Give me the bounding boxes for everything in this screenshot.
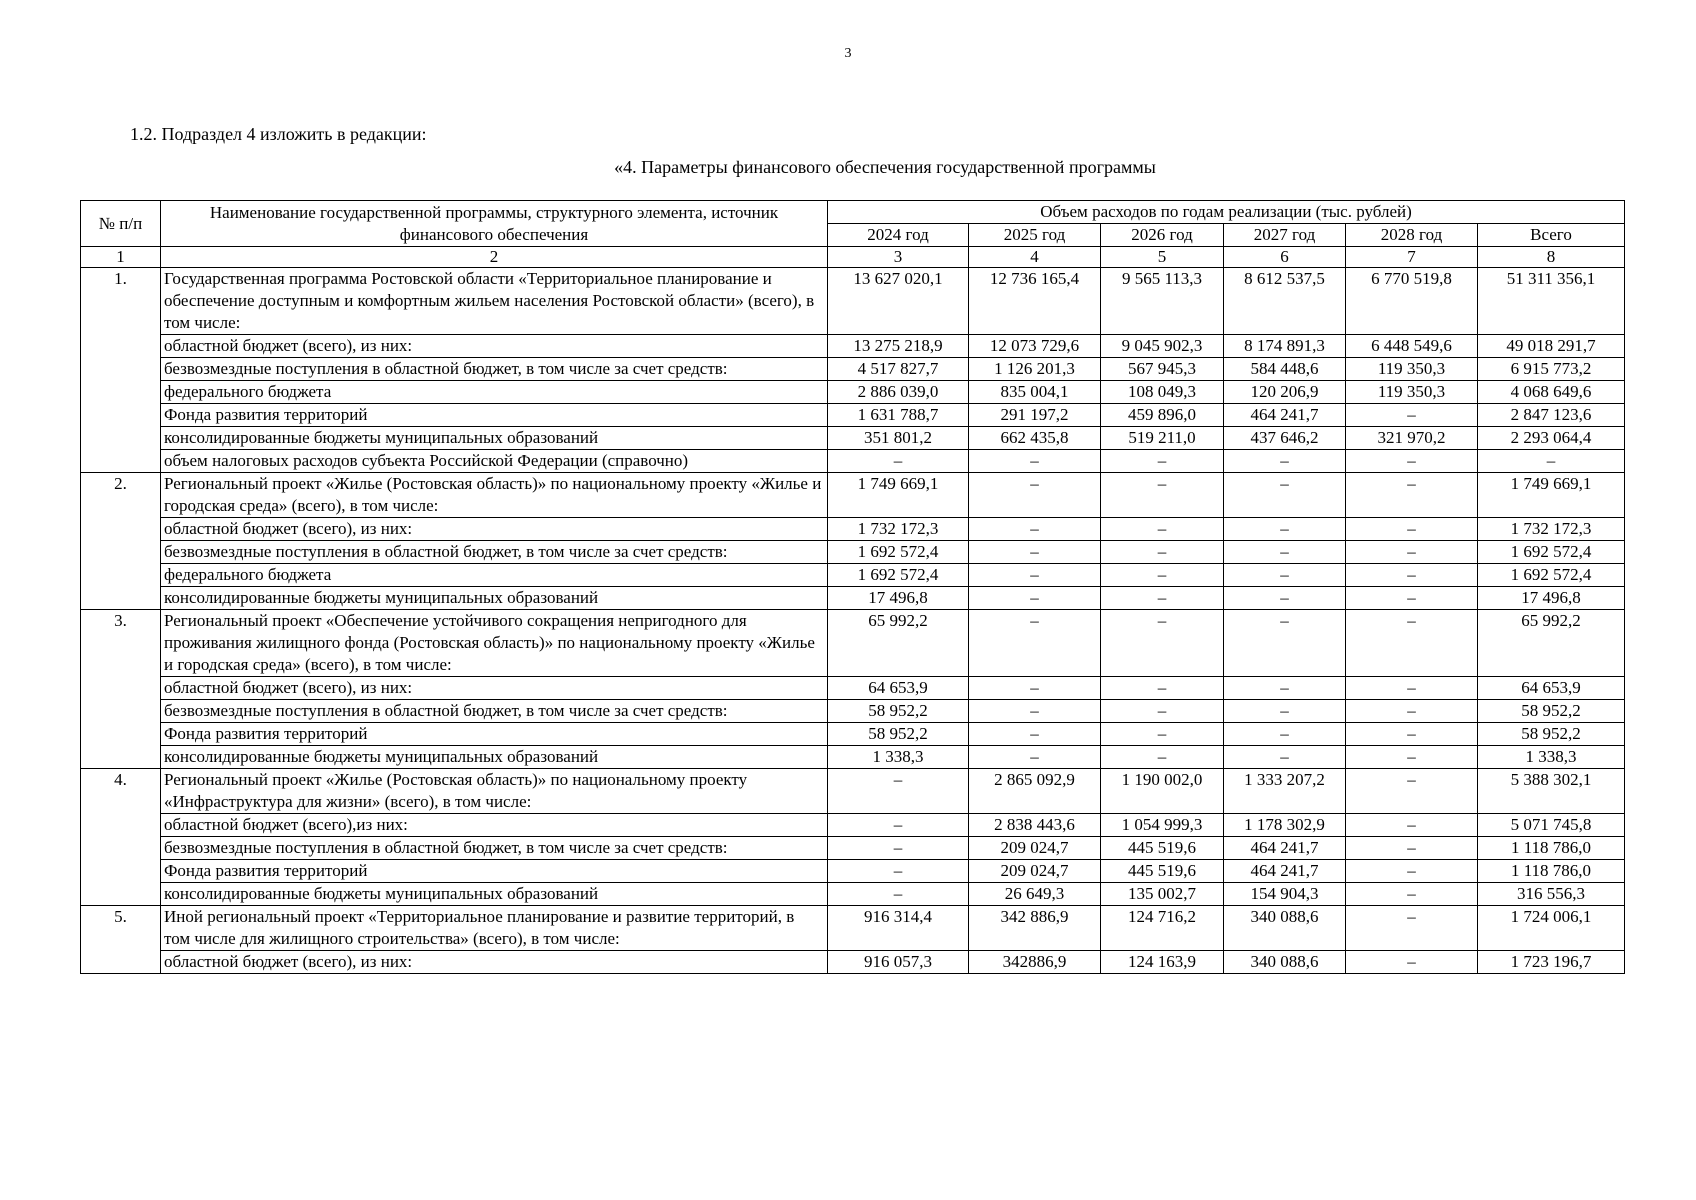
year-value: 58 952,2 — [828, 723, 969, 746]
year-value: – — [1101, 723, 1224, 746]
row-name: консолидированные бюджеты муниципальных образований — [161, 746, 828, 769]
column-index: 2 — [161, 247, 828, 268]
year-value: 17 496,8 — [828, 587, 969, 610]
year-value: 64 653,9 — [828, 677, 969, 700]
column-index: 1 — [81, 247, 161, 268]
header-num: № п/п — [81, 201, 161, 247]
table-row — [81, 746, 1625, 769]
total-value: 1 118 786,0 — [1478, 860, 1625, 883]
year-value: 464 241,7 — [1224, 837, 1346, 860]
year-value: – — [1346, 814, 1478, 837]
year-value: 1 732 172,3 — [828, 518, 969, 541]
row-name: безвозмездные поступления в областной бюджет, в том числе за счет средств: — [161, 541, 828, 564]
total-value: 1 692 572,4 — [1478, 541, 1625, 564]
year-value: – — [1346, 769, 1478, 814]
year-value: – — [1101, 450, 1224, 473]
year-value: 1 178 302,9 — [1224, 814, 1346, 837]
year-value: 12 073 729,6 — [969, 335, 1101, 358]
year-value: 437 646,2 — [1224, 427, 1346, 450]
year-value: – — [1346, 404, 1478, 427]
year-value: 8 174 891,3 — [1224, 335, 1346, 358]
total-value: 2 293 064,4 — [1478, 427, 1625, 450]
row-number: 3. — [81, 610, 161, 769]
year-value: – — [1101, 473, 1224, 518]
year-value: 1 333 207,2 — [1224, 769, 1346, 814]
year-value: – — [1346, 541, 1478, 564]
column-index: 7 — [1346, 247, 1478, 268]
table-row — [81, 564, 1625, 587]
year-value: 464 241,7 — [1224, 404, 1346, 427]
year-value: 119 350,3 — [1346, 358, 1478, 381]
year-value: 2 838 443,6 — [969, 814, 1101, 837]
row-name: Региональный проект «Обеспечение устойчивого сокращения непригодного для проживания жилищного фонда (Ростовская область)» по национальному проекту «Жилье и городская среда» (всего), в том числе: — [161, 610, 828, 677]
year-value: 291 197,2 — [969, 404, 1101, 427]
year-value: – — [969, 473, 1101, 518]
total-value: 6 915 773,2 — [1478, 358, 1625, 381]
year-value: 340 088,6 — [1224, 951, 1346, 974]
year-value: 342 886,9 — [969, 906, 1101, 951]
column-index-row — [81, 247, 1625, 268]
table-row — [81, 427, 1625, 450]
total-value: 58 952,2 — [1478, 700, 1625, 723]
row-name: консолидированные бюджеты муниципальных образований — [161, 427, 828, 450]
table-row — [81, 404, 1625, 427]
year-value: – — [1101, 541, 1224, 564]
row-number: 2. — [81, 473, 161, 610]
year-value: – — [1346, 700, 1478, 723]
year-value: – — [1101, 700, 1224, 723]
year-value: – — [1224, 610, 1346, 677]
year-value: 519 211,0 — [1101, 427, 1224, 450]
year-value: – — [1346, 837, 1478, 860]
row-name: Государственная программа Ростовской области «Территориальное планирование и обеспечение доступным и комфортным жильем населения Ростовской области» (всего), в том числе: — [161, 268, 828, 335]
year-value: 916 314,4 — [828, 906, 969, 951]
row-name: областной бюджет (всего), из них: — [161, 951, 828, 974]
table-row — [81, 381, 1625, 404]
total-value: 1 723 196,7 — [1478, 951, 1625, 974]
total-value: 5 071 745,8 — [1478, 814, 1625, 837]
year-value: 1 692 572,4 — [828, 541, 969, 564]
year-value: – — [969, 518, 1101, 541]
year-value: – — [969, 677, 1101, 700]
year-value: – — [1346, 860, 1478, 883]
row-name: федерального бюджета — [161, 381, 828, 404]
year-value: 13 627 020,1 — [828, 268, 969, 335]
year-value: 9 045 902,3 — [1101, 335, 1224, 358]
year-value: – — [828, 883, 969, 906]
year-value: 120 206,9 — [1224, 381, 1346, 404]
year-value: – — [1346, 677, 1478, 700]
column-index: 5 — [1101, 247, 1224, 268]
table-row — [81, 358, 1625, 381]
row-name: объем налоговых расходов субъекта Российской Федерации (справочно) — [161, 450, 828, 473]
total-value: 4 068 649,6 — [1478, 381, 1625, 404]
year-value: 835 004,1 — [969, 381, 1101, 404]
year-value: – — [1101, 677, 1224, 700]
year-value: 1 338,3 — [828, 746, 969, 769]
row-name: безвозмездные поступления в областной бюджет, в том числе за счет средств: — [161, 700, 828, 723]
total-value: 1 724 006,1 — [1478, 906, 1625, 951]
year-value: – — [828, 814, 969, 837]
year-value: – — [1224, 700, 1346, 723]
row-name: Фонда развития территорий — [161, 404, 828, 427]
year-value: 135 002,7 — [1101, 883, 1224, 906]
total-value: 1 732 172,3 — [1478, 518, 1625, 541]
row-name: безвозмездные поступления в областной бюджет, в том числе за счет средств: — [161, 358, 828, 381]
year-value: 340 088,6 — [1224, 906, 1346, 951]
total-value: 64 653,9 — [1478, 677, 1625, 700]
header-volume: Объем расходов по годам реализации (тыс. рублей) — [828, 201, 1625, 224]
column-index: 3 — [828, 247, 969, 268]
table-row — [81, 769, 1625, 814]
year-value: 2 865 092,9 — [969, 769, 1101, 814]
table-row — [81, 723, 1625, 746]
year-value: 65 992,2 — [828, 610, 969, 677]
total-value: 51 311 356,1 — [1478, 268, 1625, 335]
year-value: 1 190 002,0 — [1101, 769, 1224, 814]
year-value: 6 448 549,6 — [1346, 335, 1478, 358]
year-value: 445 519,6 — [1101, 837, 1224, 860]
year-value: – — [1346, 450, 1478, 473]
row-name: Иной региональный проект «Территориальное планирование и развитие территорий, в том числе для жилищного строительства» (всего), в том числе: — [161, 906, 828, 951]
table-row — [81, 587, 1625, 610]
row-name: Региональный проект «Жилье (Ростовская область)» по национальному проекту «Инфраструктура для жизни» (всего), в том числе: — [161, 769, 828, 814]
header-year: 2026 год — [1101, 224, 1224, 247]
total-value: 5 388 302,1 — [1478, 769, 1625, 814]
year-value: – — [969, 564, 1101, 587]
year-value: 119 350,3 — [1346, 381, 1478, 404]
row-name: Фонда развития территорий — [161, 860, 828, 883]
row-name: консолидированные бюджеты муниципальных образований — [161, 587, 828, 610]
year-value: – — [828, 450, 969, 473]
header-year: 2027 год — [1224, 224, 1346, 247]
row-name: Региональный проект «Жилье (Ростовская область)» по национальному проекту «Жилье и городская среда» (всего), в том числе: — [161, 473, 828, 518]
year-value: – — [1346, 883, 1478, 906]
year-value: – — [969, 700, 1101, 723]
year-value: – — [1346, 746, 1478, 769]
total-value: 49 018 291,7 — [1478, 335, 1625, 358]
year-value: 1 749 669,1 — [828, 473, 969, 518]
total-value: 316 556,3 — [1478, 883, 1625, 906]
table-row — [81, 906, 1625, 951]
year-value: – — [828, 860, 969, 883]
year-value: – — [1224, 450, 1346, 473]
year-value: 916 057,3 — [828, 951, 969, 974]
year-value: – — [1101, 518, 1224, 541]
year-value: – — [1346, 518, 1478, 541]
row-name: областной бюджет (всего), из них: — [161, 518, 828, 541]
header-year: 2028 год — [1346, 224, 1478, 247]
year-value: 1 054 999,3 — [1101, 814, 1224, 837]
header-total: Всего — [1478, 224, 1625, 247]
year-value: – — [969, 723, 1101, 746]
year-value: – — [1224, 541, 1346, 564]
row-name: безвозмездные поступления в областной бюджет, в том числе за счет средств: — [161, 837, 828, 860]
year-value: – — [1346, 723, 1478, 746]
financing-table — [80, 200, 1625, 974]
header-name: Наименование государственной программы, структурного элемента, источник финансового обеспечения — [161, 201, 828, 247]
year-value: – — [1224, 587, 1346, 610]
total-value: 58 952,2 — [1478, 723, 1625, 746]
table-row — [81, 951, 1625, 974]
year-value: – — [969, 587, 1101, 610]
table-row — [81, 610, 1625, 677]
total-value: 1 118 786,0 — [1478, 837, 1625, 860]
total-value: 1 749 669,1 — [1478, 473, 1625, 518]
year-value: 124 163,9 — [1101, 951, 1224, 974]
year-value: – — [1101, 564, 1224, 587]
total-value: – — [1478, 450, 1625, 473]
year-value: 108 049,3 — [1101, 381, 1224, 404]
year-value: – — [1224, 564, 1346, 587]
table-body — [81, 268, 1625, 974]
table-row — [81, 814, 1625, 837]
year-value: 209 024,7 — [969, 860, 1101, 883]
table-title: «4. Параметры финансового обеспечения государственной программы — [614, 157, 1156, 177]
year-value: 342886,9 — [969, 951, 1101, 974]
year-value: – — [828, 837, 969, 860]
year-value: – — [1346, 587, 1478, 610]
table-row — [81, 677, 1625, 700]
total-value: 65 992,2 — [1478, 610, 1625, 677]
page-number: 3 — [844, 46, 852, 61]
year-value: 26 649,3 — [969, 883, 1101, 906]
header-year: 2024 год — [828, 224, 969, 247]
year-value: 1 631 788,7 — [828, 404, 969, 427]
year-value: – — [969, 610, 1101, 677]
year-value: – — [1224, 746, 1346, 769]
year-value: – — [1101, 746, 1224, 769]
row-name: Фонда развития территорий — [161, 723, 828, 746]
year-value: 4 517 827,7 — [828, 358, 969, 381]
header-row-1 — [81, 201, 1625, 224]
total-value: 1 692 572,4 — [1478, 564, 1625, 587]
year-value: 9 565 113,3 — [1101, 268, 1224, 335]
year-value: – — [1346, 564, 1478, 587]
year-value: – — [969, 541, 1101, 564]
table-row — [81, 335, 1625, 358]
year-value: 1 126 201,3 — [969, 358, 1101, 381]
year-value: 1 692 572,4 — [828, 564, 969, 587]
year-value: 567 945,3 — [1101, 358, 1224, 381]
year-value: 8 612 537,5 — [1224, 268, 1346, 335]
year-value: 2 886 039,0 — [828, 381, 969, 404]
year-value: – — [1346, 473, 1478, 518]
year-value: 662 435,8 — [969, 427, 1101, 450]
total-value: 17 496,8 — [1478, 587, 1625, 610]
table-row — [81, 541, 1625, 564]
table-row — [81, 268, 1625, 335]
column-index: 8 — [1478, 247, 1625, 268]
table-row — [81, 450, 1625, 473]
year-value: – — [1224, 677, 1346, 700]
total-value: 2 847 123,6 — [1478, 404, 1625, 427]
year-value: – — [828, 769, 969, 814]
row-number: 5. — [81, 906, 161, 974]
row-name: федерального бюджета — [161, 564, 828, 587]
row-name: консолидированные бюджеты муниципальных образований — [161, 883, 828, 906]
year-value: – — [1101, 610, 1224, 677]
year-value: 351 801,2 — [828, 427, 969, 450]
table-row — [81, 837, 1625, 860]
year-value: 58 952,2 — [828, 700, 969, 723]
year-value: 154 904,3 — [1224, 883, 1346, 906]
row-name: областной бюджет (всего),из них: — [161, 814, 828, 837]
row-number: 1. — [81, 268, 161, 473]
table-row — [81, 700, 1625, 723]
column-index: 6 — [1224, 247, 1346, 268]
row-number: 4. — [81, 769, 161, 906]
year-value: – — [1346, 610, 1478, 677]
year-value: – — [1224, 473, 1346, 518]
row-name: областной бюджет (всего), из них: — [161, 677, 828, 700]
year-value: 584 448,6 — [1224, 358, 1346, 381]
year-value: – — [1346, 906, 1478, 951]
year-value: – — [1101, 587, 1224, 610]
year-value: 459 896,0 — [1101, 404, 1224, 427]
year-value: 124 716,2 — [1101, 906, 1224, 951]
total-value: 1 338,3 — [1478, 746, 1625, 769]
table-row — [81, 518, 1625, 541]
table-row — [81, 883, 1625, 906]
year-value: 445 519,6 — [1101, 860, 1224, 883]
year-value: – — [969, 746, 1101, 769]
year-value: 6 770 519,8 — [1346, 268, 1478, 335]
year-value: 13 275 218,9 — [828, 335, 969, 358]
year-value: – — [1346, 951, 1478, 974]
year-value: 209 024,7 — [969, 837, 1101, 860]
year-value: 321 970,2 — [1346, 427, 1478, 450]
year-value: – — [1224, 518, 1346, 541]
year-value: – — [1224, 723, 1346, 746]
column-index: 4 — [969, 247, 1101, 268]
year-value: 12 736 165,4 — [969, 268, 1101, 335]
row-name: областной бюджет (всего), из них: — [161, 335, 828, 358]
table-row — [81, 860, 1625, 883]
intro-text: 1.2. Подраздел 4 изложить в редакции: — [130, 124, 427, 144]
year-value: 464 241,7 — [1224, 860, 1346, 883]
table-row — [81, 473, 1625, 518]
header-year: 2025 год — [969, 224, 1101, 247]
year-value: – — [969, 450, 1101, 473]
